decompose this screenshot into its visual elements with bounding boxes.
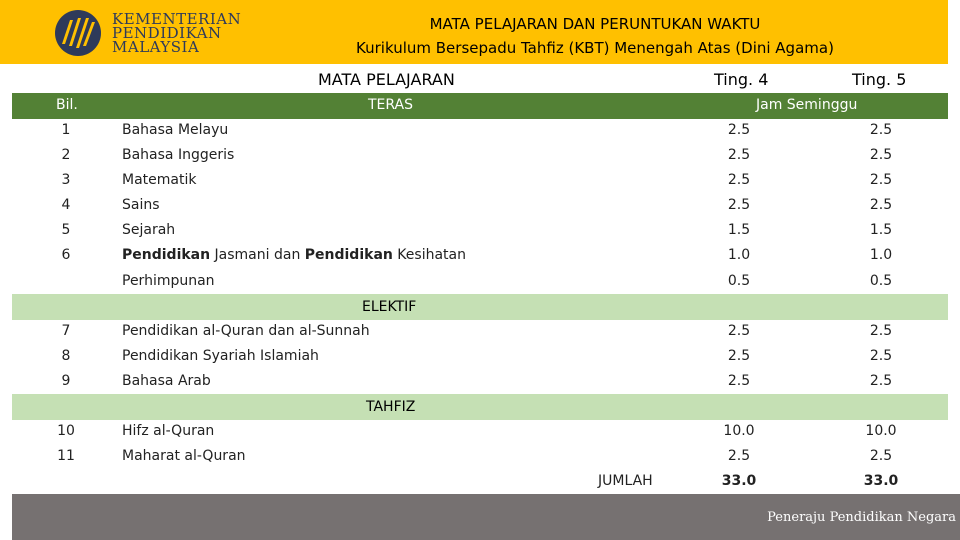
row-number: 4 xyxy=(61,197,71,213)
ting4-hours: 10.0 xyxy=(723,423,755,439)
ting5-hours: 2.5 xyxy=(869,348,893,364)
page-title xyxy=(330,12,860,60)
ting4-hours: 2.5 xyxy=(727,448,751,464)
subject-name-part: Pendidikan xyxy=(122,247,211,263)
row-number: 11 xyxy=(57,448,75,464)
ting4-column-header: Ting. 4 xyxy=(714,70,769,89)
hours-per-week-header: Jam Seminggu xyxy=(756,97,858,113)
header-bar xyxy=(0,0,948,64)
tahfiz-section-label: TAHFIZ xyxy=(366,399,416,415)
ting5-total: 33.0 xyxy=(863,473,899,489)
ting5-hours: 2.5 xyxy=(869,373,893,389)
subject-name: Matematik xyxy=(122,172,197,188)
ting5-hours: 2.5 xyxy=(869,122,893,138)
subject-name: Bahasa Arab xyxy=(122,373,211,389)
subject-name: Perhimpunan xyxy=(122,273,215,289)
ministry-emblem-icon xyxy=(52,8,106,58)
ting5-hours: 1.5 xyxy=(869,222,893,238)
ministry-logo xyxy=(52,8,252,58)
teras-section-label: TERAS xyxy=(368,97,414,113)
ting5-hours: 1.0 xyxy=(869,247,893,263)
ting5-hours: 10.0 xyxy=(865,423,897,439)
subject-name: Bahasa Inggeris xyxy=(122,147,235,163)
subject-name: Sains xyxy=(122,197,160,213)
row-number: 7 xyxy=(61,323,71,339)
table-row xyxy=(0,197,960,222)
subject-name: Pendidikan Syariah Islamiah xyxy=(122,348,319,364)
table-row xyxy=(0,122,960,147)
teras-band xyxy=(12,93,948,119)
row-number: 9 xyxy=(61,373,71,389)
ting4-hours: 2.5 xyxy=(727,172,751,188)
ting5-hours: 2.5 xyxy=(869,147,893,163)
subject-name-part: Pendidikan xyxy=(304,247,393,263)
row-number: 8 xyxy=(61,348,71,364)
subject-name: Pendidikan al-Quran dan al-Sunnah xyxy=(122,323,370,339)
tahfiz-band xyxy=(12,394,948,420)
table-row xyxy=(0,448,960,473)
subject-column-header: MATA PELAJARAN xyxy=(318,70,455,89)
table-row xyxy=(0,348,960,373)
table-row xyxy=(0,423,960,448)
subject-name-part: Kesihatan xyxy=(392,247,466,263)
table-row xyxy=(0,323,960,348)
ting4-hours: 2.5 xyxy=(727,197,751,213)
footer-tagline: Peneraju Pendidikan Negara xyxy=(767,510,956,525)
ting4-hours: 2.5 xyxy=(727,323,751,339)
ting5-hours: 2.5 xyxy=(869,448,893,464)
table-row xyxy=(0,172,960,197)
subject-name: Bahasa Melayu xyxy=(122,122,229,138)
table-row xyxy=(0,247,960,272)
ting4-hours: 2.5 xyxy=(727,147,751,163)
ting4-hours: 0.5 xyxy=(727,273,751,289)
ting5-hours: 0.5 xyxy=(869,273,893,289)
subject-name xyxy=(122,247,466,263)
row-number: 3 xyxy=(61,172,71,188)
row-number: 2 xyxy=(61,147,71,163)
logo-line-3: MALAYSIA xyxy=(112,38,200,56)
subject-name: Maharat al-Quran xyxy=(122,448,246,464)
row-number: 5 xyxy=(61,222,71,238)
logo-line-1: KEMENTERIAN xyxy=(112,10,242,28)
ting5-hours: 2.5 xyxy=(869,323,893,339)
title-line-1: MATA PELAJARAN DAN PERUNTUKAN WAKTU xyxy=(429,15,761,33)
ting4-total: 33.0 xyxy=(721,473,757,489)
ting4-hours: 1.5 xyxy=(727,222,751,238)
title-line-2: Kurikulum Bersepadu Tahfiz (KBT) Menengah Atas (Dini Agama) xyxy=(356,39,834,57)
row-number: 10 xyxy=(57,423,75,439)
ting5-column-header: Ting. 5 xyxy=(852,70,907,89)
ministry-wordmark xyxy=(112,12,241,54)
ting4-hours: 1.0 xyxy=(727,247,751,263)
ting4-hours: 2.5 xyxy=(727,348,751,364)
elektif-band xyxy=(12,294,948,320)
ting5-hours: 2.5 xyxy=(869,197,893,213)
ting4-hours: 2.5 xyxy=(727,373,751,389)
elektif-section-label: ELEKTIF xyxy=(362,299,417,315)
logo-line-2: PENDIDIKAN xyxy=(112,24,222,42)
row-number: 6 xyxy=(61,247,71,263)
subject-name: Hifz al-Quran xyxy=(122,423,215,439)
bil-header: Bil. xyxy=(56,97,78,113)
row-number: 1 xyxy=(61,122,71,138)
subject-name: Sejarah xyxy=(122,222,176,238)
table-row xyxy=(0,147,960,172)
ting4-hours: 2.5 xyxy=(727,122,751,138)
footer-bar xyxy=(12,494,960,540)
total-label: JUMLAH xyxy=(598,473,653,489)
table-row xyxy=(0,222,960,247)
ting5-hours: 2.5 xyxy=(869,172,893,188)
subject-name-part: Jasmani dan xyxy=(210,247,305,263)
